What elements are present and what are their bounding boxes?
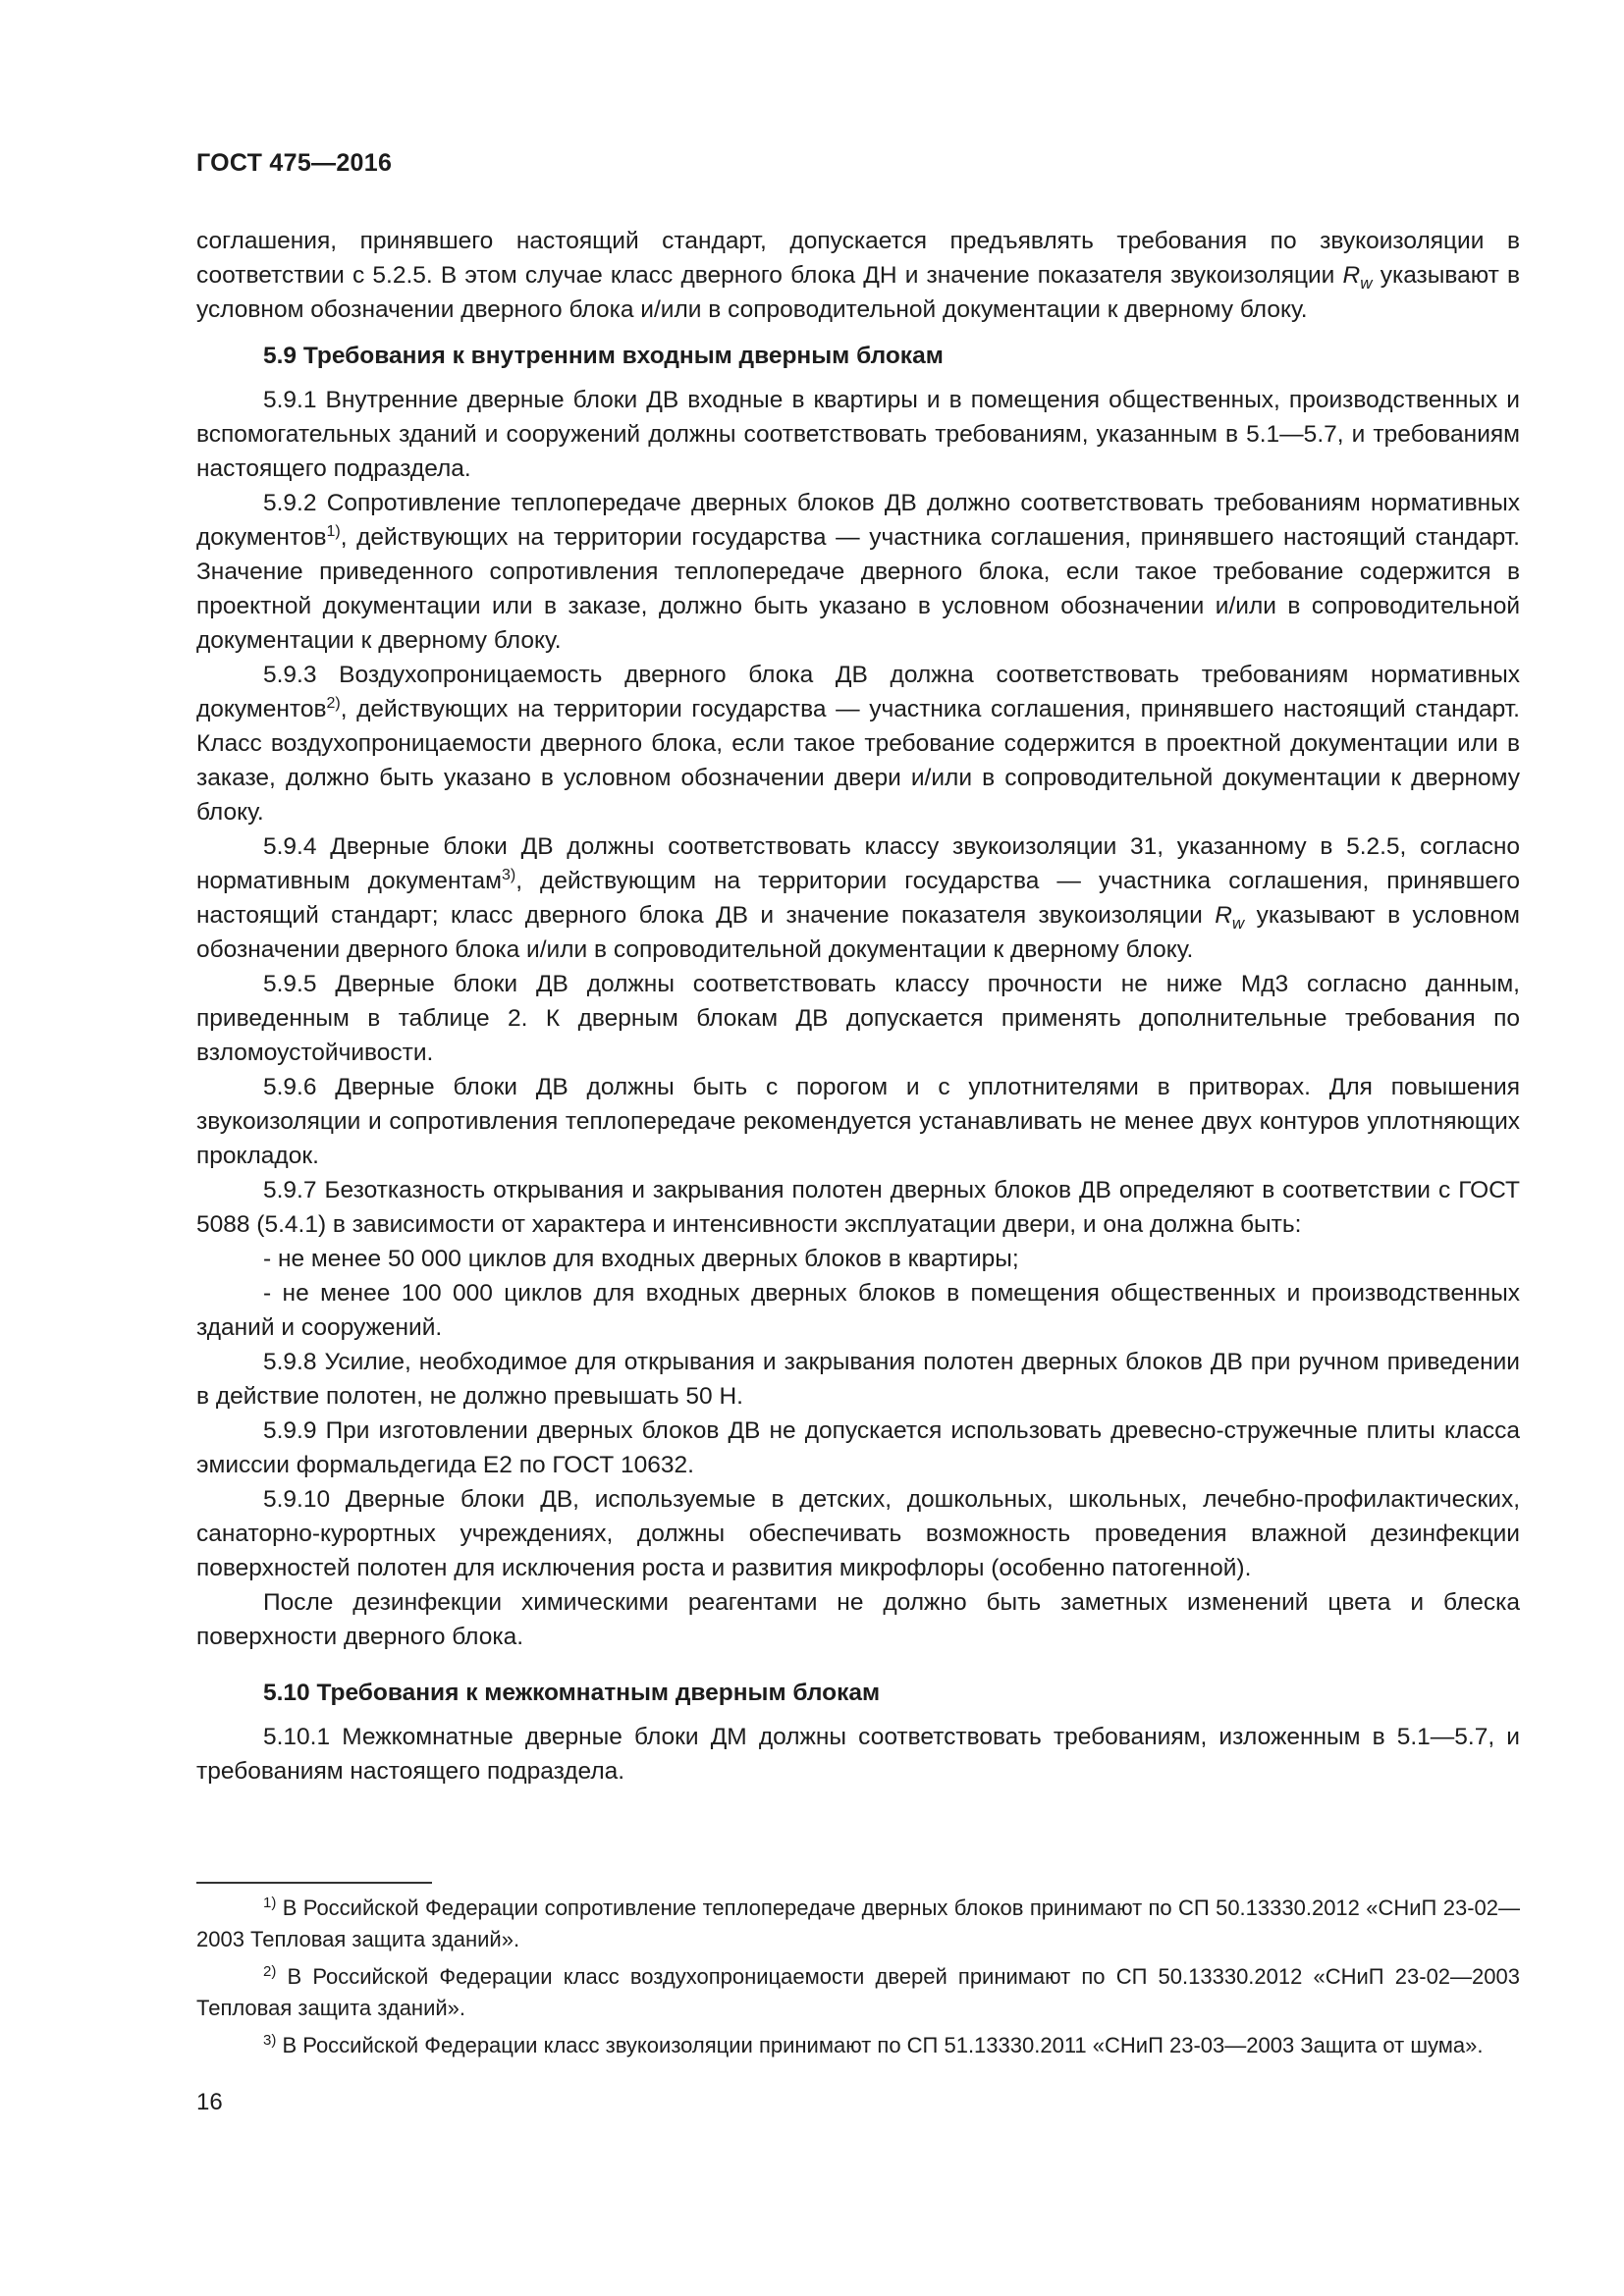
paragraph-5-9-3: 5.9.3 Воздухопроницаемость дверного блока ДВ должна соответствовать требованиям нормативных документов$^{2)}$, действующих на территории государства — участника соглашения, принявшего настоящий стандарт. Класс воздухопроницаемости дверного блока, если такое требование содержится в проектной документации или в заказе, должно быть указано в условном обозначении двери и/или в сопроводительной документации к дверному блоку. (196, 662, 1520, 826)
rw-subscript: w (1360, 274, 1373, 293)
paragraph-5-10-1: 5.10.1 Межкомнатные дверные блоки ДМ должны соответствовать требованиям, изложенным в 5.1—5.7, и требованиям настоящего подраздела. (196, 1724, 1520, 1785)
paragraph-5-9-10: 5.9.10 Дверные блоки ДВ, используемые в детских, дошкольных, школьных, лечебно-профилактических, санаторно-курортных учреждениях, должны обеспечивать возможность проведения влажной дезинфекции поверхностей полотен для исключения роста и развития микрофлоры (особенно патогенной). (196, 1486, 1520, 1581)
paragraph-5-9-9: 5.9.9 При изготовлении дверных блоков ДВ не допускается использовать древесно-стружечные плиты класса эмиссии формальдегида Е2 по ГОСТ 10632. (196, 1417, 1520, 1478)
paragraph-5-9-2: 5.9.2 Сопротивление теплопередаче дверных блоков ДВ должно соответствовать требованиям нормативных документов$^{1)}$, действующих на территории государства — участника соглашения, принявшего настоящий стандарт. Значение приведенного сопротивления теплопередаче дверного блока, если такое требование содержится в проектной документации или в заказе, должно быть указано в условном обозначении и/или в сопроводительной документации к дверному блоку. (196, 490, 1520, 654)
paragraph-5-9-1: 5.9.1 Внутренние дверные блоки ДВ входные в квартиры и в помещения общественных, производственных и вспомогательных зданий и сооружений должны соответствовать требованиям, указанным в 5.1—5.7, и требованиям настоящего подраздела. (196, 387, 1520, 482)
list-item: - не менее 100 000 циклов для входных дверных блоков в помещения общественных и производственных зданий и сооружений. (196, 1280, 1520, 1341)
page-number: 16 (196, 2089, 223, 2115)
footnote-ref-3[interactable]: 3) (501, 867, 516, 883)
footnote-3: $^{3)}$ В Российской Федерации класс звукоизоляции принимают по СП 51.13330.2011 «СНиП 23-03—2003 Защита от шума». (263, 2032, 1484, 2057)
footnote-ref-1[interactable]: 1) (326, 523, 341, 540)
standard-header: ГОСТ 475—2016 (196, 149, 393, 177)
section-title-5-9: 5.9 Требования к внутренним входным дверным блокам (263, 343, 944, 369)
rw-subscript: w (1231, 914, 1245, 933)
paragraph-5-9-4: 5.9.4 Дверные блоки ДВ должны соответствовать классу звукоизоляции 31, указанному в 5.2.5, согласно нормативным документам$^{3)}$, действующим на территории государства — участника соглашения, принявшего настоящий стандарт; класс дверного блока ДВ и значение показателя звукоизоляции $R_w$ указывают в условном обозначении дверного блока и/или в сопроводительной документации к дверному блоку. (196, 833, 1520, 963)
paragraph-disinfection: После дезинфекции химическими реагентами не должно быть заметных изменений цвета и блеска поверхности дверного блока. (196, 1589, 1520, 1650)
list-item: - не менее 50 000 циклов для входных дверных блоков в квартиры; (263, 1246, 1019, 1272)
paragraph-5-9-5: 5.9.5 Дверные блоки ДВ должны соответствовать классу прочности не ниже Мд3 согласно данным, приведенным в таблице 2. К дверным блокам ДВ допускается применять дополнительные требования по взломоустойчивости. (196, 971, 1520, 1066)
paragraph-5-9-7: 5.9.7 Безотказность открывания и закрывания полотен дверных блоков ДВ определяют в соответствии с ГОСТ 5088 (5.4.1) в зависимости от характера и интенсивности эксплуатации двери, и она должна быть: (196, 1177, 1520, 1238)
rw-symbol: R (1342, 262, 1361, 289)
footnote-2: $^{2)}$ В Российской Федерации класс воздухопроницаемости дверей принимают по СП 50.13330.2012 «СНиП 23-02—2003 Тепловая защита зданий». (196, 1963, 1520, 2020)
paragraph-5-9-6: 5.9.6 Дверные блоки ДВ должны быть с порогом и с уплотнителями в притворах. Для повышения звукоизоляции и сопротивления теплопередаче рекомендуется устанавливать не менее двух контуров уплотняющих прокладок. (196, 1074, 1520, 1169)
footnotes (196, 1893, 1520, 2067)
paragraph-5-9-8: 5.9.8 Усилие, необходимое для открывания и закрывания полотен дверных блоков ДВ при ручном приведении в действие полотен, не должно превышать 50 Н. (196, 1349, 1520, 1410)
rw-symbol: R (1215, 902, 1232, 929)
footnote-1: $^{1)}$ В Российской Федерации сопротивление теплопередаче дверных блоков принимают по СП 50.13330.2012 «СНиП 23-02—2003 Тепловая защита зданий». (196, 1895, 1520, 1951)
page-content (196, 224, 1520, 1789)
intro-paragraph: соглашения, принявшего настоящий стандарт, допускается предъявлять требования по звукоизоляции в соответствии с 5.2.5. В этом случае класс дверного блока ДН и значение показателя звукоизоляции $R_w$ указывают в условном обозначении дверного блока и/или в сопроводительной документации к дверному блоку. (196, 228, 1520, 323)
footnote-ref-2[interactable]: 2) (326, 695, 341, 712)
section-title-5-10: 5.10 Требования к межкомнатным дверным блокам (263, 1680, 881, 1706)
footnote-divider (196, 1882, 432, 1884)
